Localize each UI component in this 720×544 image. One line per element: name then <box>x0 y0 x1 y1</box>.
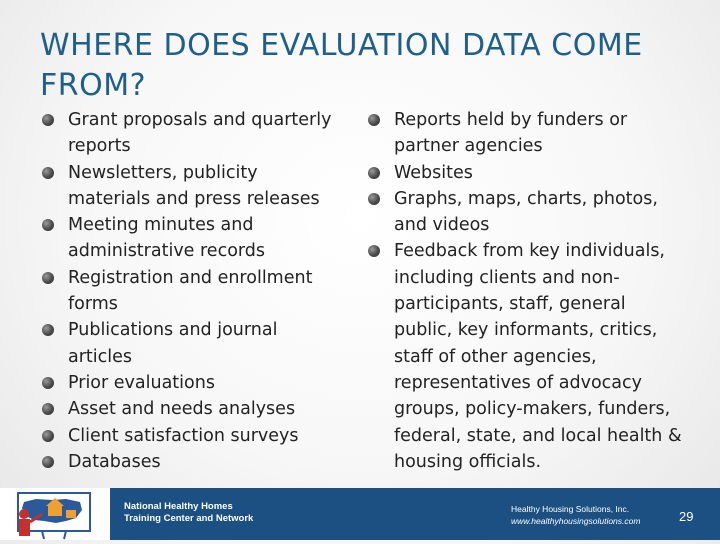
list-item-text: Grant proposals and quarterly reports <box>68 110 332 157</box>
list-item-text: Graphs, maps, charts, photos, and videos <box>394 188 658 236</box>
list-item-text: Asset and needs analyses <box>68 399 296 420</box>
healthy-homes-logo-icon <box>0 488 110 540</box>
slide-title: WHERE DOES EVALUATION DATA COME FROM? <box>40 28 643 103</box>
list-item <box>368 107 688 160</box>
list-item <box>42 160 342 213</box>
bullet-icon <box>42 430 54 442</box>
list-item <box>42 396 342 422</box>
list-item-text: Prior evaluations <box>68 372 215 393</box>
list-item <box>368 160 688 186</box>
list-item-text: Reports held by funders or partner agencies <box>394 110 628 157</box>
list-item <box>42 265 342 318</box>
list-item-text: Databases <box>68 451 161 472</box>
list-item <box>42 107 342 160</box>
bullet-icon <box>42 377 54 389</box>
org-name-line2: Training Center and Network <box>124 513 254 524</box>
company-info <box>511 503 640 527</box>
left-bullet-list <box>42 107 342 475</box>
list-item-text: Websites <box>394 162 473 183</box>
company-url[interactable]: www.healthyhousingsolutions.com <box>511 516 641 526</box>
list-item-text: Client satisfaction surveys <box>68 425 299 446</box>
bullet-icon <box>42 114 54 126</box>
org-name-line1: National Healthy Homes <box>124 501 233 512</box>
company-name: Healthy Housing Solutions, Inc. <box>511 504 630 514</box>
list-item-text: Registration and enrollment forms <box>68 267 313 315</box>
healthy-homes-logo-graphic <box>0 488 110 540</box>
bullet-icon <box>42 272 54 284</box>
list-item <box>368 238 688 475</box>
bullet-icon <box>42 403 54 415</box>
list-item <box>42 423 342 449</box>
bullet-icon <box>368 114 380 126</box>
bullet-icon <box>42 324 54 336</box>
list-item-text: Meeting minutes and administrative records <box>68 215 266 262</box>
list-item <box>42 317 342 370</box>
bullet-icon <box>42 167 54 179</box>
list-item <box>368 186 688 239</box>
org-name <box>124 501 253 525</box>
list-item <box>42 449 342 475</box>
right-bullet-list <box>368 107 688 475</box>
list-item-text: Publications and journal articles <box>68 320 278 367</box>
bullet-icon <box>42 456 54 468</box>
bullet-icon <box>368 167 380 179</box>
bullet-icon <box>42 219 54 231</box>
list-item <box>42 212 342 265</box>
bullet-icon <box>368 245 380 257</box>
page-number: 29 <box>679 509 694 524</box>
list-item-text: Newsletters, publicity materials and press releases <box>68 162 320 209</box>
list-item <box>42 370 342 396</box>
list-item-text: Feedback from key individuals, including clients and non-participants, staff, general public, key informants, critics, staff of other agencies, representatives of advocacy groups, policy-makers, funders, federal, state, and local health & housing officials. <box>394 241 682 472</box>
bullet-icon <box>368 193 380 205</box>
